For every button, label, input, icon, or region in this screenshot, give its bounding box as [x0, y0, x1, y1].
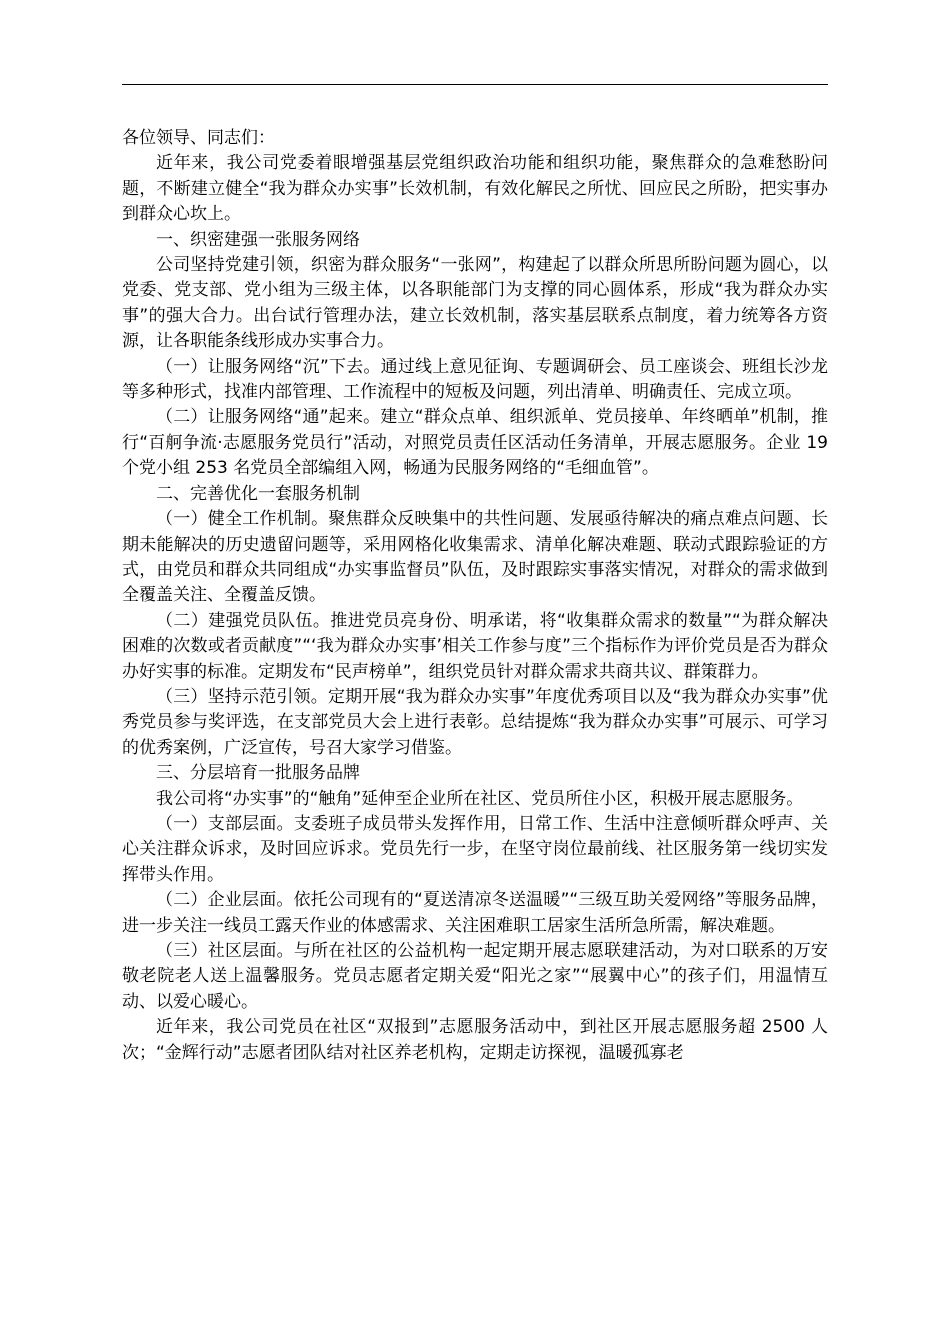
paragraph: 公司坚持党建引领，织密为群众服务“一张网”，构建起了以群众所思所盼问题为圆心，以党委、党支部、党小组为三级主体，以各职能部门为支撑的同心圆体系，形成“我为群众办实事”的强大合力。出台试行管理办法，建立长效机制，落实基层联系点制度，着力统筹各方资源，让各职能条线形成办实事合力。 — [122, 255, 828, 352]
salutation: 各位领导、同志们： — [122, 128, 275, 148]
paragraph: （一）健全工作机制。聚焦群众反映集中的共性问题、发展亟待解决的痛点难点问题、长期未能解决的历史遗留问题等，采用网格化收集需求、清单化解决难题、联动式跟踪验证的方式，由党员和群众共同组成“办实事监督员”队伍，及时跟踪实事落实情况，对群众的需求做到全覆盖关注、全覆盖反馈。 — [122, 509, 828, 606]
paragraph: （二）建强党员队伍。推进党员亮身份、明承诺，将“收集群众需求的数量”“为群众解决困难的次数或者贡献度”“‘我为群众办实事’相关工作参与度”三个指标作为评价党员是否为群众办好实事的标准。定期发布“民声榜单”，组织党员针对群众需求共商共议、群策群力。 — [122, 610, 828, 682]
document-body — [122, 126, 828, 1066]
section-heading-1: 一、织密建强一张服务网络 — [156, 229, 360, 250]
paragraph-intro: 近年来，我公司党委着眼增强基层党组织政治功能和组织功能，聚焦群众的急难愁盼问题，不断建立健全“我为群众办实事”长效机制，有效化解民之所忧、回应民之所盼，把实事办到群众心坎上。 — [122, 153, 828, 225]
header-rule — [122, 84, 828, 85]
section-heading-3: 三、分层培育一批服务品牌 — [156, 763, 360, 784]
paragraph: （二）让服务网络“通”起来。建立“群众点单、组织派单、党员接单、年终晒单”机制，推行“百舸争流·志愿服务党员行”活动，对照党员责任区活动任务清单，开展志愿服务。企业 19 个党小组 253 名党员全部编组入网，畅通为民服务网络的“毛细血管”。 — [122, 407, 828, 479]
paragraph: （三）社区层面。与所在社区的公益机构一起定期开展志愿联建活动，为对口联系的万安敬老院老人送上温馨服务。党员志愿者定期关爱“阳光之家”“展翼中心”的孩子们，用温情互动、以爱心暖心。 — [122, 941, 828, 1012]
section-heading-2: 二、完善优化一套服务机制 — [156, 483, 360, 504]
paragraph: （一）支部层面。支委班子成员带头发挥作用，日常工作、生活中注意倾听群众呼声、关心关注群众诉求，及时回应诉求。党员先行一步，在坚守岗位最前线、社区服务第一线切实发挥带头作用。 — [122, 813, 828, 885]
paragraph: （一）让服务网络“沉”下去。通过线上意见征询、专题调研会、员工座谈会、班组长沙龙等多种形式，找准内部管理、工作流程中的短板及问题，列出清单、明确责任、完成立项。 — [122, 356, 828, 403]
paragraph-closing: 近年来，我公司党员在社区“双报到”志愿服务活动中，到社区开展志愿服务超 2500 人次；“金辉行动”志愿者团队结对社区养老机构，定期走访探视，温暖孤寡老 — [122, 1017, 828, 1063]
paragraph: （二）企业层面。依托公司现有的“夏送清凉冬送温暖”“三级互助关爱网络”等服务品牌，进一步关注一线员工露天作业的体感需求、关注困难职工居家生活所急所需，解决难题。 — [122, 890, 828, 936]
paragraph: 我公司将“办实事”的“触角”延伸至企业所在社区、党员所住小区，积极开展志愿服务。 — [156, 788, 804, 809]
paragraph: （三）坚持示范引领。定期开展“我为群众办实事”年度优秀项目以及“我为群众办实事”优秀党员参与奖评选，在支部党员大会上进行表彰。总结提炼“我为群众办实事”可展示、可学习的优秀案例，广泛宣传，号召大家学习借鉴。 — [122, 686, 828, 758]
